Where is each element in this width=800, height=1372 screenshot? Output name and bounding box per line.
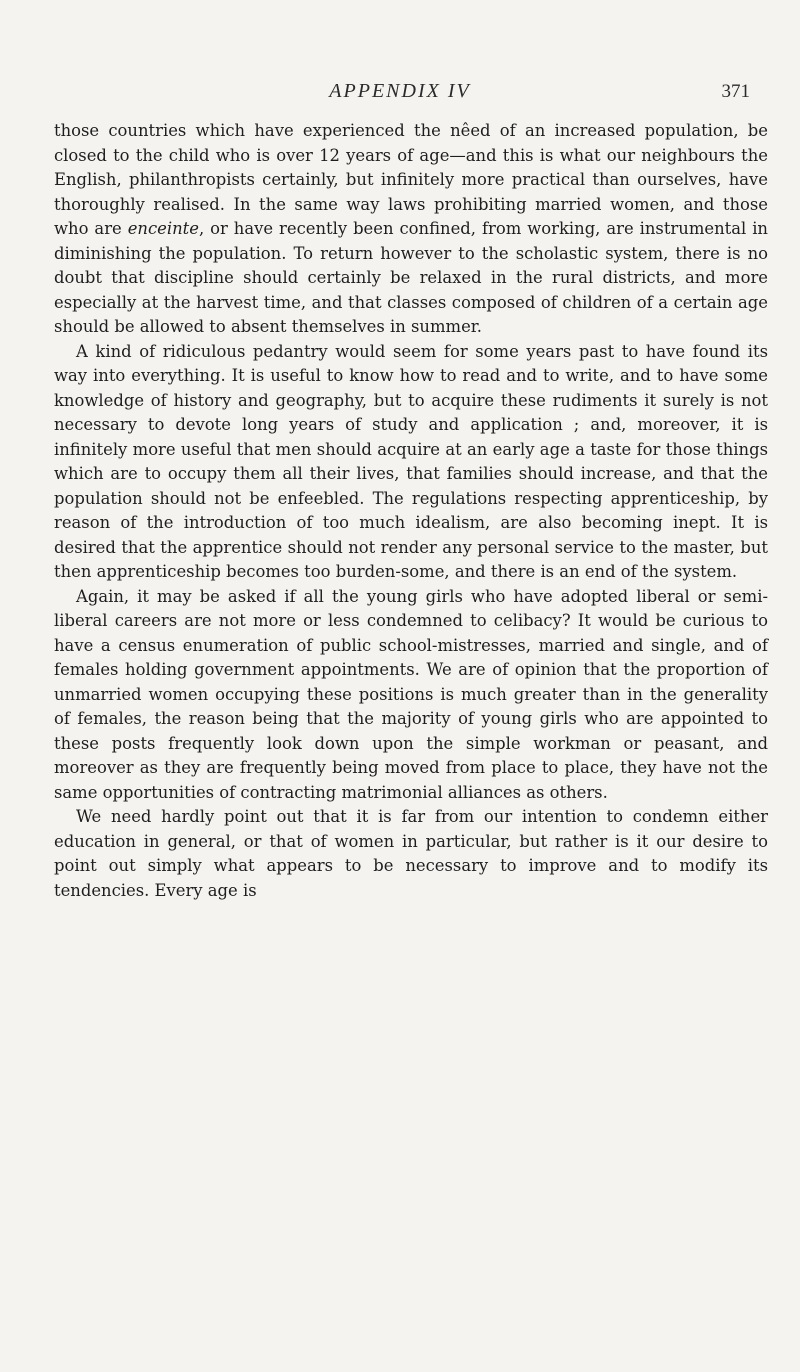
running-head — [0, 80, 800, 110]
body-text — [54, 119, 768, 903]
running-head-title: APPENDIX IV — [329, 80, 471, 102]
paragraph-1-text-end: , or have recently been confined, from working, are instrumental in diminishing the population. To return however to the scholastic system, there is no doubt that discipline should certainly be relaxed in the rural districts, and more especially at the harvest time, and that classes composed of children of a certain age should be allowed to absent themselves in summer. — [54, 219, 768, 336]
paragraph-3 — [54, 585, 768, 806]
paragraph-2 — [54, 340, 768, 585]
paragraph-1-text-start: those countries which have experienced the nêed of an increased population, be closed to the child who is over 12 years of age—and this is what our neighbours the English, philanthropists certainly, but infinitely more practical than ourselves, have thoroughly realised. In the same way laws prohibiting married women, and those who are — [54, 121, 768, 238]
page-number: 371 — [721, 81, 750, 102]
paragraph-1 — [54, 119, 768, 340]
paragraph-4 — [54, 805, 768, 903]
paragraph-1-italic-word: enceinte — [127, 219, 199, 238]
paragraph-3-text: Again, it may be asked if all the young girls who have adopted liberal or semi-liberal careers are not more or less condemned to celibacy? It would be curious to have a census enumeration of public school-mistresses, married and single, and of females holding government appointments. We are of opinion that the proportion of unmarried women occupying these positions is much greater than in the generality of females, the reason being that the majority of young girls who are appointed to these posts frequently look down upon the simple workman or peasant, and moreover as they are frequently being moved from place to place, they have not the same opportunities of contracting matrimonial alliances as others. — [54, 586, 768, 802]
paragraph-4-text: We need hardly point out that it is far from our intention to condemn either education in general, or that of women in particular, but rather is it our desire to point out simply what appears to be necessary to improve and to modify its tendencies. Every age is — [54, 807, 768, 900]
paragraph-2-text: A kind of ridiculous pedantry would seem for some years past to have found its way into everything. It is useful to know how to read and to write, and to have some knowledge of history and geography, but to acquire these rudiments it surely is not necessary to devote long years of study and application ; and, moreover, it is infinitely more useful that men should acquire at an early age a taste for those things which are to occupy them all their lives, that families should increase, and that the population should not be enfeebled. The regulations respecting apprenticeship, by reason of the introduction of too much idealism, are also becoming inept. It is desired that the apprentice should not render any personal service to the master, but then apprenticeship becomes too burden-some, and there is an end of the system. — [54, 341, 768, 581]
